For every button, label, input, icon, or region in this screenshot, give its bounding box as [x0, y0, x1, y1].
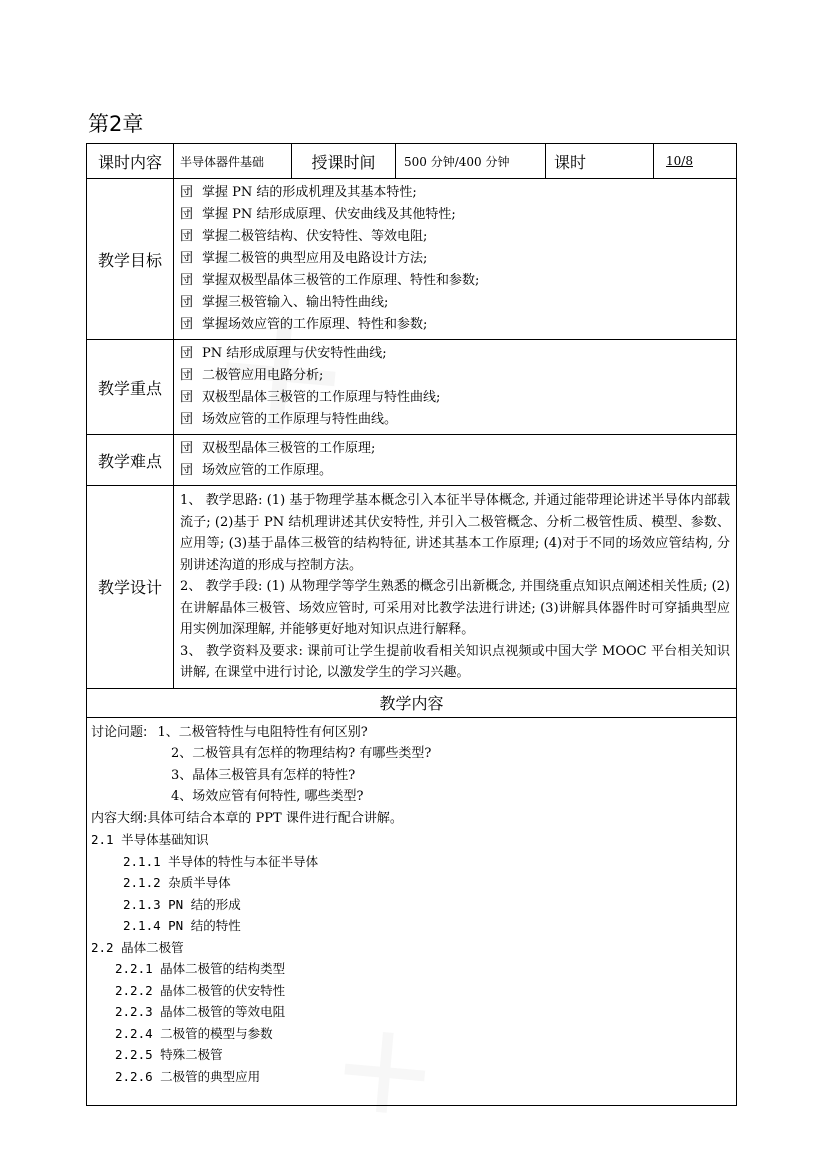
- label-hours: 课时: [546, 144, 654, 179]
- header-row: [87, 144, 737, 179]
- discussion-label: 讨论问题:: [91, 724, 148, 740]
- checkbox-icon: 団: [180, 273, 194, 288]
- checkbox-icon: 団: [180, 463, 194, 478]
- list-item: 団 掌握场效应管的工作原理、特性和参数;: [180, 314, 730, 336]
- checkbox-icon: 団: [180, 412, 194, 427]
- list-item: 団 二极管应用电路分析;: [180, 365, 730, 387]
- design-paragraph-3: 3、 教学资料及要求: 课前可让学生提前收看相关知识点视频或中国大学 MOOC 平台相关知识讲解, 在课堂中进行讨论, 以激发学生的学习兴趣。: [180, 643, 730, 680]
- value-time: 500 分钟/400 分钟: [396, 144, 546, 179]
- question-item: 3、晶体三极管具有怎样的特性?: [171, 767, 356, 783]
- key-points-list: [174, 340, 737, 435]
- difficulties-label: 教学难点: [87, 435, 174, 486]
- discussion-row: [91, 722, 732, 744]
- checkbox-icon: 団: [180, 229, 194, 244]
- checkbox-icon: 団: [180, 390, 194, 405]
- question-item: 4、场效应管有何特性, 哪些类型?: [171, 789, 364, 804]
- outline-label: 内容大纲:: [91, 810, 148, 826]
- section-item: 2.2.2 晶体二极管的伏安特性: [115, 982, 286, 998]
- difficulties-row: [87, 435, 737, 486]
- section-item: 2.2.3 晶体二极管的等效电阻: [115, 1004, 286, 1019]
- content-body-row: [87, 717, 737, 1105]
- design-label: 教学设计: [87, 486, 174, 689]
- objectives-list: [174, 179, 737, 340]
- checkbox-icon: 団: [180, 207, 194, 222]
- section-item: 2.1.1 半导体的特性与本征半导体: [123, 853, 319, 869]
- list-item: 団 掌握双极型晶体三极管的工作原理、特性和参数;: [180, 270, 730, 292]
- checkbox-icon: 団: [180, 346, 194, 361]
- list-item: 団 掌握二极管的典型应用及电路设计方法;: [180, 248, 730, 270]
- outline-text: 具体可结合本章的 PPT 课件进行配合讲解。: [147, 810, 403, 826]
- section-item: 2.1.3 PN 结的形成: [123, 896, 241, 912]
- list-item: 団 场效应管的工作原理与特性曲线。: [180, 409, 730, 431]
- list-item: 団 双极型晶体三极管的工作原理;: [180, 438, 730, 460]
- value-content: 半导体器件基础: [174, 144, 292, 179]
- chapter-title: 第2章: [88, 112, 144, 136]
- question-item: 1、二极管特性与电阻特性有何区别?: [157, 724, 368, 740]
- list-item: 団 PN 结形成原理与伏安特性曲线;: [180, 343, 730, 365]
- section-item: 2.2 晶体二极管: [91, 939, 184, 955]
- label-time: 授课时间: [292, 144, 396, 179]
- list-item: 団 掌握 PN 结形成原理、伏安曲线及其他特性;: [180, 204, 730, 226]
- list-item: 団 双极型晶体三极管的工作原理与特性曲线;: [180, 387, 730, 409]
- difficulties-list: [174, 435, 737, 486]
- design-paragraph-2: 2、 教学手段: (1) 从物理学等学生熟悉的概念引出新概念, 并围绕重点知识点阐述相关性质; (2)在讲解晶体三极管、场效应管时, 可采用对比教学法进行讲述; (3)讲解具体器件时可穿插典型应用实例加深理解, 并能够更好地对知识点进行解释。: [180, 579, 730, 637]
- key-points-label: 教学重点: [87, 340, 174, 435]
- content-header-row: [87, 688, 737, 717]
- list-item: 団 掌握二极管结构、伏安特性、等效电阻;: [180, 226, 730, 248]
- content-title: 教学内容: [87, 688, 737, 717]
- checkbox-icon: 団: [180, 441, 194, 456]
- checkbox-icon: 団: [180, 317, 194, 332]
- design-row: [87, 486, 737, 689]
- checkbox-icon: 団: [180, 368, 194, 383]
- outline-row: [91, 808, 732, 830]
- lesson-plan-table: [86, 143, 737, 1106]
- checkbox-icon: 団: [180, 251, 194, 266]
- section-item: 2.1 半导体基础知识: [91, 832, 209, 847]
- section-item: 2.1.4 PN 结的特性: [123, 918, 241, 933]
- content-body: [87, 717, 737, 1105]
- list-item: 団 掌握 PN 结的形成机理及其基本特性;: [180, 182, 730, 204]
- section-item: 2.2.1 晶体二极管的结构类型: [115, 961, 286, 976]
- objectives-label: 教学目标: [87, 179, 174, 340]
- list-item: 団 掌握三极管输入、输出特性曲线;: [180, 292, 730, 314]
- section-item: 2.2.5 特殊二极管: [115, 1047, 223, 1062]
- value-hours: 10/8: [654, 144, 737, 179]
- design-text: [174, 486, 737, 689]
- key-points-row: [87, 340, 737, 435]
- section-item: 2.1.2 杂质半导体: [123, 875, 231, 890]
- objectives-row: [87, 179, 737, 340]
- list-item: 団 场效应管的工作原理。: [180, 460, 730, 482]
- design-paragraph-1: 1、 教学思路: (1) 基于物理学基本概念引入本征半导体概念, 并通过能带理论讲述半导体内部载流子; (2)基于 PN 结机理讲述其伏安特性, 并引入二极管概念、分析二极管性质、模型、参数、应用等; (3)基于晶体三极管的结构特征, 讲述其基本工作原理; (4)对于不同的场效应管结构, 分别讲述沟道的形成与控制方法。: [180, 493, 730, 573]
- label-content: 课时内容: [87, 144, 174, 179]
- section-item: 2.2.6 二极管的典型应用: [115, 1068, 261, 1084]
- checkbox-icon: 団: [180, 185, 194, 200]
- checkbox-icon: 団: [180, 295, 194, 310]
- section-item: 2.2.4 二极管的模型与参数: [115, 1025, 273, 1041]
- question-item: 2、二极管具有怎样的物理结构? 有哪些类型?: [171, 746, 432, 761]
